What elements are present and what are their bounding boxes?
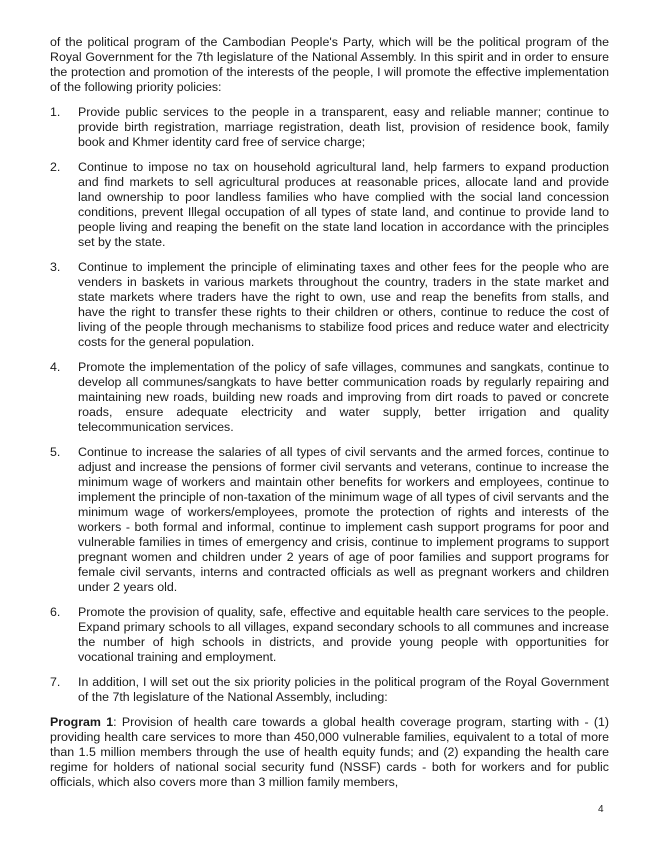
document-page <box>50 35 609 800</box>
list-item <box>50 160 609 250</box>
list-item <box>50 105 609 150</box>
list-item <box>50 360 609 435</box>
list-item-text: Promote the implementation of the policy of safe villages, communes and sangkats, continue to develop all communes/sangkats to have better communication roads by regularly repairing and maintaining new roads, building new roads and improving from dirt roads to paved or concrete roads, ensure adequate electricity and water supply, better irrigation and quality telecommunication services. <box>78 360 609 434</box>
list-item-text: Provide public services to the people in a transparent, easy and reliable manner; continue to provide birth registration, marriage registration, death list, provision of residence book, family book and Khmer identity card free of service charge; <box>78 105 609 149</box>
list-item-text: In addition, I will set out the six priority policies in the political program of the Royal Government of the 7th legislature of the National Assembly, including: <box>78 675 609 704</box>
list-item-text: Continue to impose no tax on household agricultural land, help farmers to expand production and find markets to sell agricultural produces at reasonable prices, allocate land and provide land ownership to poor landless families who have complied with the social land concession conditions, prevent Illegal occupation of all types of state land, and continue to provide land to people living and reaping the benefit on the state land location in accordance with the principles set by the state. <box>78 160 609 249</box>
list-item-text: Promote the provision of quality, safe, effective and equitable health care services to the people. Expand primary schools to all villages, expand secondary schools to all communes and increase the number of high schools in districts, and provide young people with opportunities for vocational training and employment. <box>78 605 609 664</box>
list-item-text: Continue to increase the salaries of all types of civil servants and the armed forces, continue to adjust and increase the pensions of former civil servants and veterans, continue to increase the minimum wage of workers and maintain other benefits for workers and employees, continue to implement the principle of non-taxation of the minimum wage of all types of civil servants and the minimum wage of workers/employees, promote the protection of rights and interests of the workers - both formal and informal, continue to implement cash support programs for poor and vulnerable families in times of emergency and crisis, continue to implement programs to support pregnant women and children under 2 years of age of poor families and support programs for female civil servants, interns and contracted officials as well as pregnant workers and children under 2 years old. <box>78 445 609 594</box>
program-1-paragraph <box>50 715 609 790</box>
list-number: 4. <box>50 360 61 374</box>
list-item <box>50 260 609 350</box>
list-number: 2. <box>50 160 61 174</box>
list-number: 5. <box>50 445 61 459</box>
list-number: 1. <box>50 105 61 119</box>
list-item <box>50 675 609 705</box>
list-number: 7. <box>50 675 61 689</box>
list-number: 6. <box>50 605 61 619</box>
intro-paragraph: of the political program of the Cambodian People's Party, which will be the political program of the Royal Government for the 7th legislature of the National Assembly. In this spirit and in order to ensure the protection and promotion of the interests of the people, I will promote the effective implementation of the following priority policies: <box>50 35 609 94</box>
list-item-text: Continue to implement the principle of eliminating taxes and other fees for the people who are venders in baskets in various markets throughout the country, traders in the state market and state markets where traders have the right to own, use and reap the benefits from stalls, and have the right to transfer these rights to their children or others, continue to reduce the cost of living of the people through mechanisms to stabilize food prices and reduce water and electricity costs for the general population. <box>78 260 609 349</box>
program-1-text: : Provision of health care towards a global health coverage program, starting with - (1) providing health care services to more than 450,000 vulnerable families, equivalent to a total of more than 1.5 million members through the use of health equity funds; and (2) expanding the health care regime for holders of national social security fund (NSSF) cards - both for workers and for public officials, which also covers more than 3 million family members, <box>50 715 609 789</box>
list-item <box>50 605 609 665</box>
list-number: 3. <box>50 260 61 274</box>
priority-policies-list <box>50 105 609 705</box>
program-1-label: Program 1 <box>50 715 114 729</box>
page-number: 4 <box>598 804 604 815</box>
list-item <box>50 445 609 595</box>
